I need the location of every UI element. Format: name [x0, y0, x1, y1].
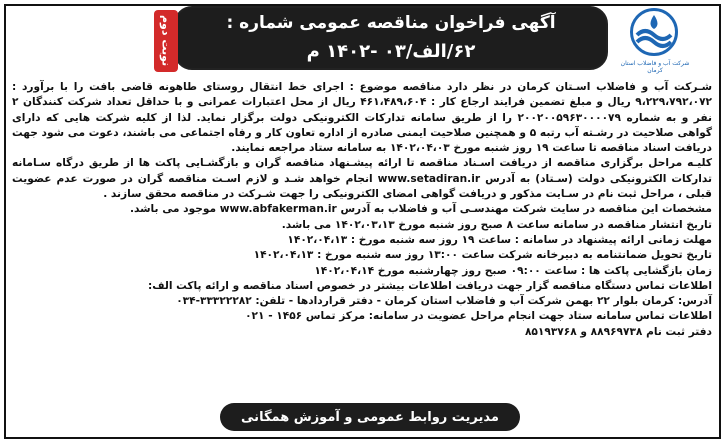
notice-number: ۶۲/الف/۰۳ -۱۴۰۲ م — [306, 41, 476, 62]
contact-heading: اطلاعات تماس دستگاه مناقصه گزار جهت دریافت اطلاعات بیشتر در خصوص اسناد مناقصه و ارائه پاکت الف: — [148, 279, 712, 292]
opening-line: زمان بازگشایی پاکت ها : ساعت ۰۹:۰۰ صبح روز چهارشنبه مورخ ۱۴۰۲،۰۴،۱۴ — [314, 264, 712, 277]
publish-date-line: تاریخ انتشار مناقصه در سامانه ساعت ۸ صبح روز شنبه مورخ ۱۴۰۲،۰۳،۱۳ می باشد. — [281, 218, 712, 231]
guarantee-line: تاریخ تحویل ضمانتنامه به دبیرخانه شرکت ساعت ۱۳:۰۰ روز سه شنبه مورخ : ۱۴۰۲،۰۴،۱۳ — [253, 249, 712, 262]
round-badge: نوبت دوم — [154, 10, 178, 72]
water-drop-icon — [630, 8, 678, 56]
title-box — [174, 6, 608, 70]
specs-line: مشخصات این مناقصه در سایت شرکت مهندسـی آب و فاضلاب به آدرس www.abfakerman.ir موجود می باشد. — [129, 203, 712, 216]
intro-paragraph: شـرکت آب و فاضلاب اسـتان کرمان در نظر دارد مناقصه موضوع : اجرای خط انتقال روستای طاهونه قاضی بافت را با برآورد : ۹،۲۲۹،۷۹۲،۰۷۲ ریال و مبلغ تضمین فرایند ارجاع کار : ۴۶۱،۴۸۹،۶۰۴ ریال از محل اعتبارات عمرانی و با حداقل تعداد شرکت کنندگان ۲ نفر و به شماره ۲۰۰۲۰۰۵۹۶۳۰۰۰۰۷۹ را از طریق سامانه تدارکات الکترونیکی دولت برگزار نماید. لذا از کلیه شرکت هایی که دارای گواهی صلاحیت در رشـته آب رتبه ۵ و همچنین صلاحیت ایمنی صادره از اداره تعاون کار و رفاه اجتماعی می باشند، دعوت می شود جهت دریافت اسناد مناقصه تا ساعت ۱۹ روز شنبه مورخ ۱۴۰۲،۰۴،۰۳ به سامانه ستاد مراجعه نمایند. — [12, 81, 713, 155]
notice-header — [6, 6, 719, 78]
logo-caption: شرکت آب و فاضلاب استان کرمان — [620, 60, 690, 74]
procedure-paragraph: کلیـه مراحل برگزاری مناقصه از دریافت اسـناد مناقصه تا ارائه پیشـنهاد مناقصه گران و بازگشـایی پاکت ها از طریق درگاه سـامانه تدارکات الکترونیکی دولت (سـتاد) به آدرس www.setadiran.ir انجام خواهد شـد و لازم اسـت مناقصه گران در صورت عدم عضویت قبلی ، مراحل ثبت نام در سـایت مذکور و دریافت گواهی امضای الکترونیکی را جهت شـرکت در مناقصه محقق سازند . — [12, 157, 712, 201]
address-line: آدرس: کرمان بلوار ۲۲ بهمن شرکت آب و فاضلاب استان کرمان - دفتر قراردادها - تلفن: ۳۳۳۲۲۲۸۲-۰۳۴ — [176, 295, 712, 308]
registration-office-line: دفتر ثبت نام ۸۸۹۶۹۷۳۸ و ۸۵۱۹۳۷۶۸ — [524, 325, 712, 338]
notice-body — [12, 80, 712, 340]
notice-title: آگهی فراخوان مناقصه عمومی شماره : — [226, 13, 556, 33]
footer-signature: مدیریت روابط عمومی و آموزش همگانی — [220, 403, 520, 431]
deadline-line: مهلت زمانی ارائه پیشنهاد در سامانه : ساعت ۱۹ روز سه شنبه مورخ : ۱۴۰۲،۰۴،۱۳ — [287, 233, 712, 246]
setad-contact-line: اطلاعات تماس سامانه ستاد جهت انجام مراحل عضویت در سامانه: مرکز تماس ۱۴۵۶ - ۰۲۱ — [245, 310, 712, 323]
company-logo — [612, 6, 698, 76]
